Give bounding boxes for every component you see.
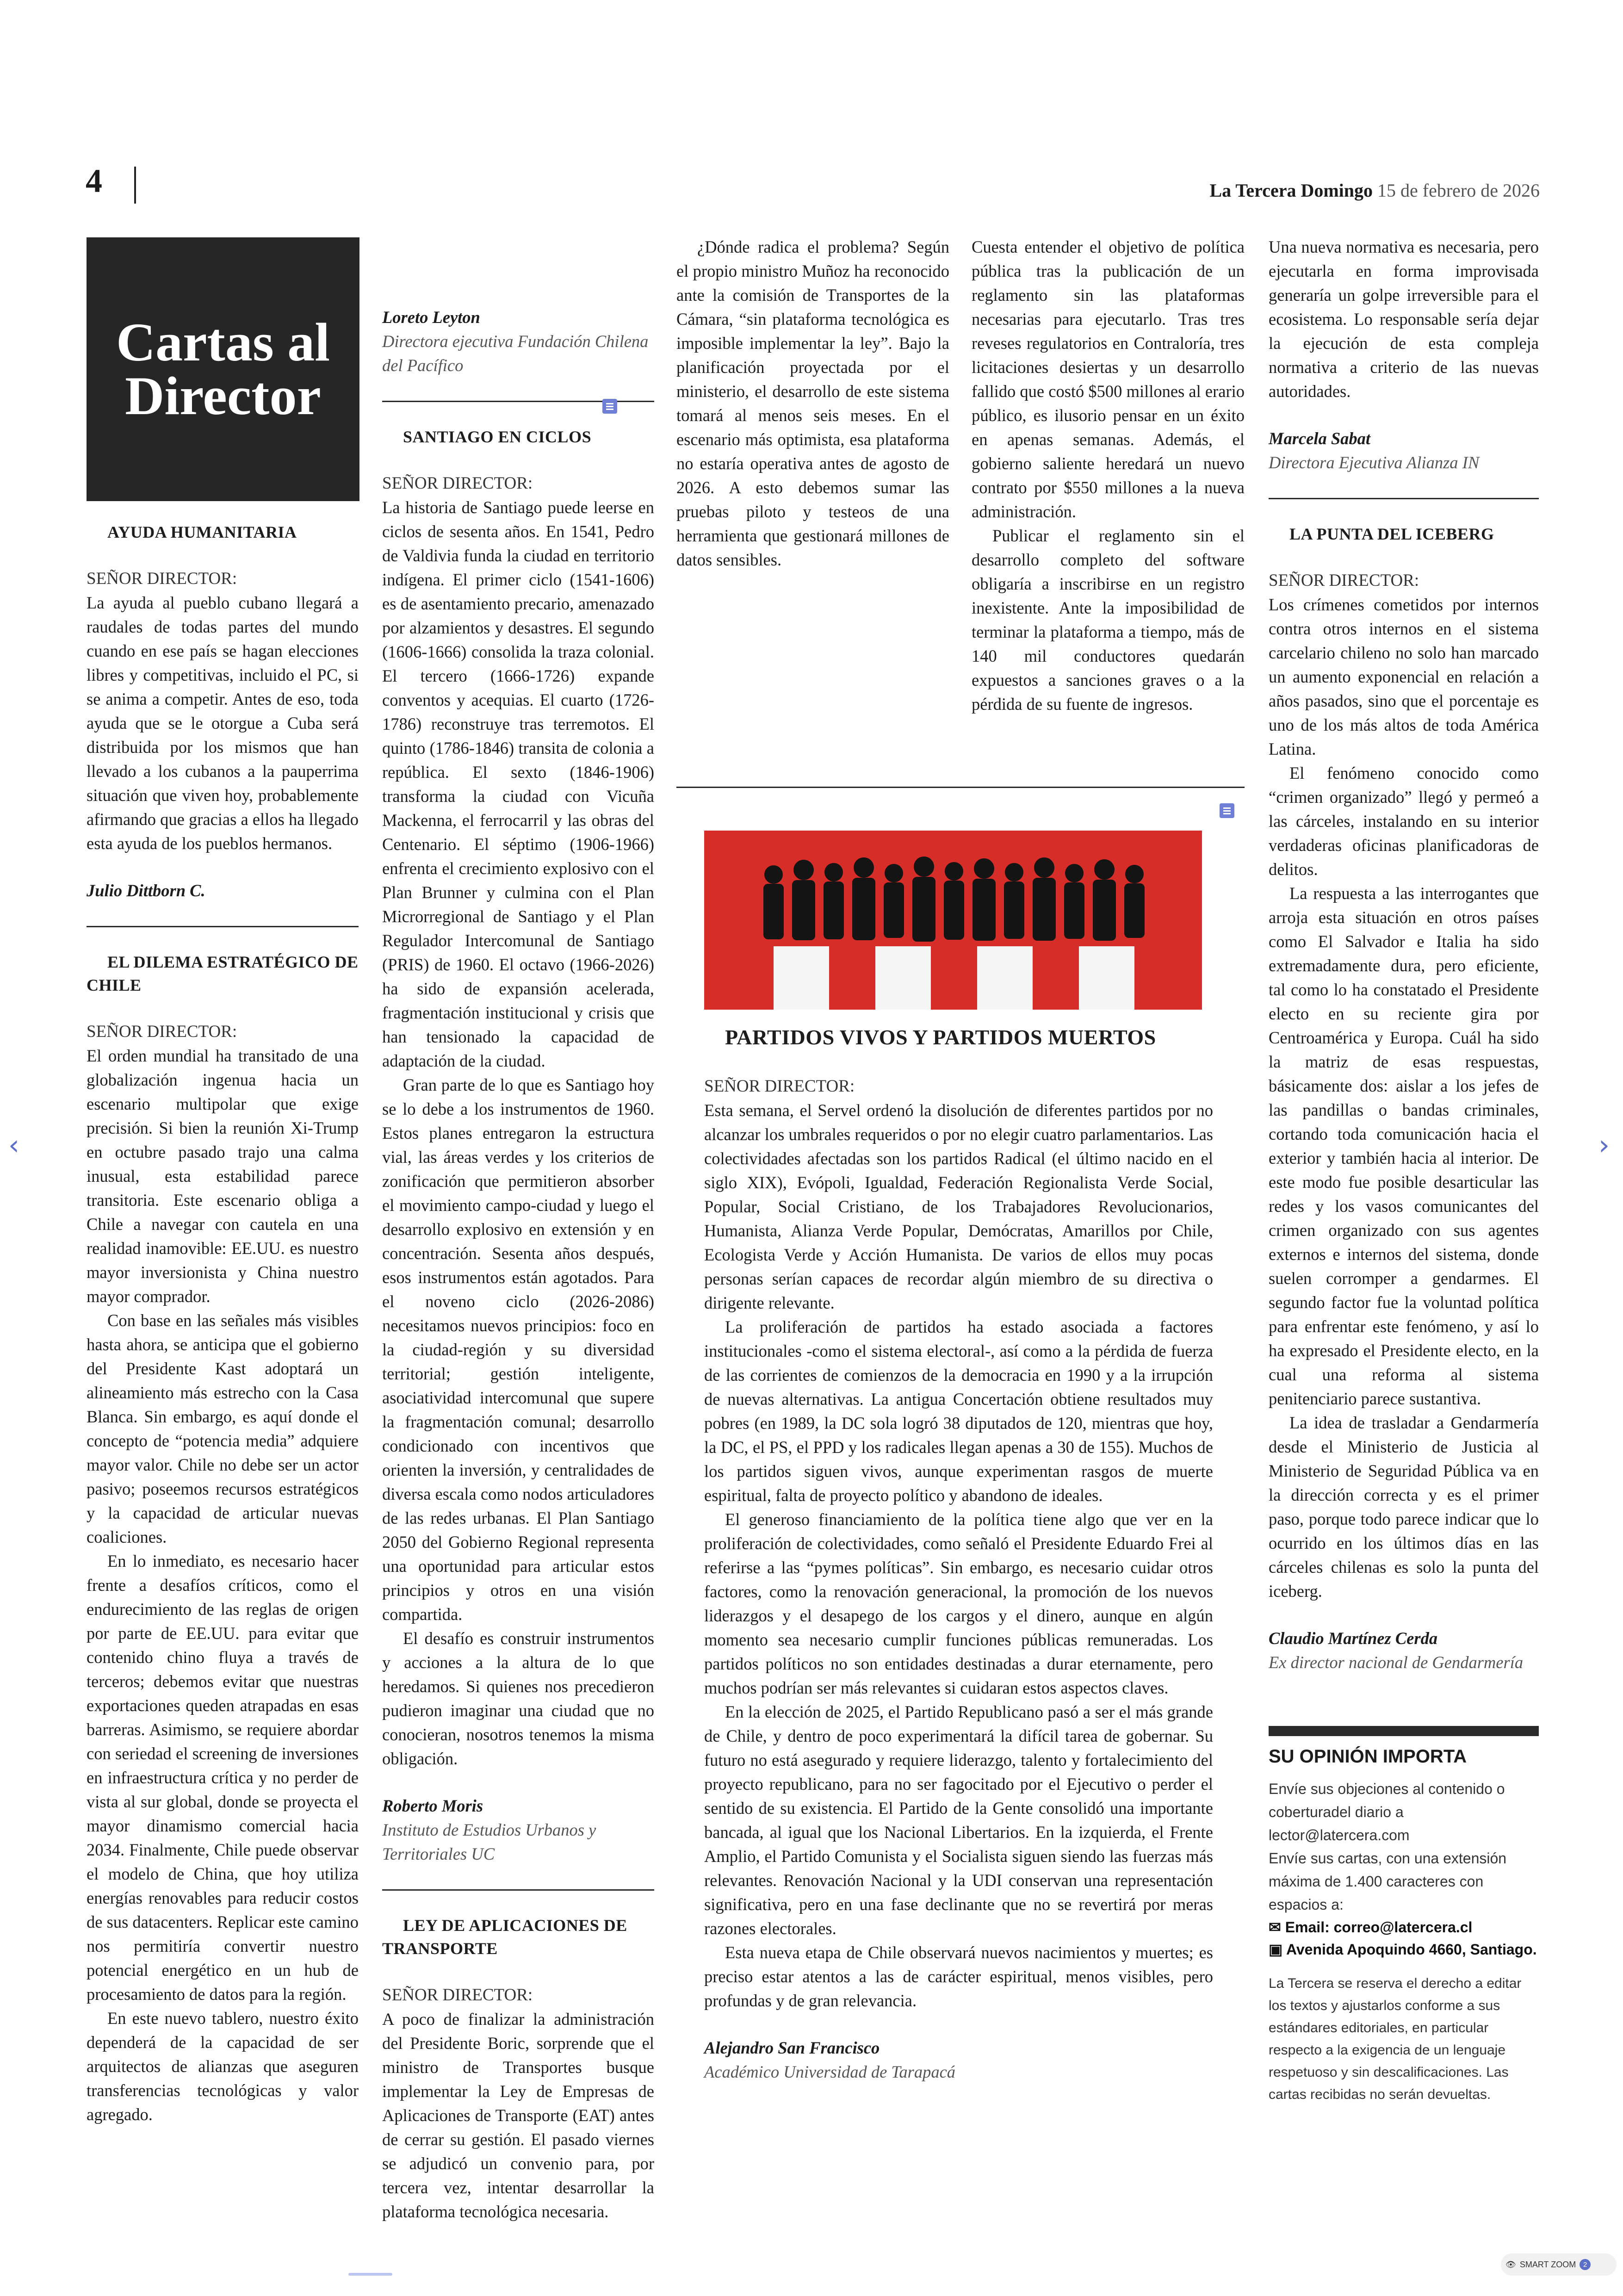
header-divider	[134, 167, 136, 204]
letter-paragraph: Esta semana, el Servel ordenó la disolución de diferentes partidos por no alcanzar los umbrales requeridos o por no elegir cuatro parlamentarios. Las colectividades afectadas son los partidos Radical (el último nacido en el siglo XIX), Evópoli, Igualdad, Federación Regionalista Verde Social, Popular, Social Cristiano, de los Trabajadores Revolucionarios, Humanista, Alianza Verde Popular, Demócratas, Amarillos por Chile, Ecologista Verde y Acción Humanista. De varios de ellos muy pocas personas serían capaces de recordar algún miembro de su directiva o dirigente relevante.	[704, 1101, 1213, 1312]
letter-paragraph: La ayuda al pueblo cubano llegará a raudales de todas partes del mundo cuando en ese país se hagan elecciones libres y competitivas, incluido el PC, si se anima a competir. Antes de eso, toda ayuda que se le otorgue a Cuba será distribuida por los mismos que han llevado a los cubanos a la pauperrima situación que viven hoy, probablemente afirmando que gracias a ellos ha llegado esta ayuda de los pueblos hermanos.	[87, 593, 359, 853]
opinion-box-title: SU OPINIÓN IMPORTA	[1269, 1746, 1467, 1767]
publication-name: La Tercera Domingo	[1209, 180, 1373, 201]
mail-icon: ✉	[1269, 1919, 1281, 1936]
opinion-disclaimer: La Tercera se reserva el derecho a editar los textos y ajustarlos conforme a sus estándares editoriales, en particular respecto a la exigencia de un lenguaje respetuoso y sin descalificaciones. Las cartas recibidas no serán devueltas.	[1269, 1976, 1522, 2102]
letter-signature: Julio Dittborn C.	[87, 881, 205, 900]
letter-role: Directora Ejecutiva Alianza IN	[1269, 453, 1480, 472]
illustration-crowd	[704, 831, 1202, 1010]
letter-paragraph: Una nueva normativa es necesaria, pero ejecutarla en forma improvisada generaría un golpe irreversible para el ecosistema. Lo responsable sería dejar la ejecución de esta compleja normativa a criterio de las nuevas autoridades.	[1269, 237, 1539, 401]
letter-paragraph: La historia de Santiago puede leerse en ciclos de sesenta años. En 1541, Pedro de Valdivia funda la ciudad en territorio indígena. El primer ciclo (1541-1606) es de asentamiento precario, amenazado por alzamientos y desastres. El segundo (1606-1666) consolida la traza colonial. El tercero (1666-1726) expande conventos y acequias. El cuarto (1726-1786) reconstruye tras terremotos. El quinto (1786-1846) transita de colonia a república. El sexto (1846-1906) transforma la ciudad con Vicuña Mackenna, el ferrocarril y las obras del Centenario. El séptimo (1906-1966) enfrenta el crecimiento explosivo con el Plan Brunner y culmina con el Plan Microrregional de Santiago y el Plan Regulador Intercomunal de Santiago (PRIS) de 1960. El octavo (1966-2026) ha sido de expansión acelerada, fragmentación institucional y crisis que han tensionado la capacidad de adaptación de la ciudad.	[382, 498, 654, 1070]
letter-paragraph: Los crímenes cometidos por internos contra otros internos en el sistema carcelario chileno no solo han marcado un aumento exponencial en relación a años pasados, sino que el porcentaje es uno de los más altos de toda América Latina.	[1269, 595, 1539, 758]
letter-heading: LEY DE APLICACIONES DE TRANSPORTE	[382, 1916, 627, 1958]
letter-paragraph: El fenómeno conocido como “crimen organizado” llegó y permeó a las cárceles, instalando en su interior verdaderas oficinas planificadoras de delitos.	[1269, 763, 1539, 879]
opinion-box-bar	[1269, 1726, 1539, 1736]
smart-zoom-count: 2	[1580, 2259, 1591, 2270]
letter-salutation: SEÑOR DIRECTOR:	[87, 569, 237, 588]
chevron-left-icon[interactable]: ‹	[8, 1129, 19, 1161]
opinion-address-row	[1269, 1938, 1539, 1961]
letter-paragraph: Con base en las señales más visibles hasta ahora, se anticipa que el gobierno del Presidente Kast adoptará un alineamiento más estrecho con la Casa Blanca. Sin embargo, es aquí donde el concepto de “potencia media” adquiere mayor valor. Chile no debe ser un actor pasivo; poseemos recursos estratégicos y la capacidad de articular nuevas coaliciones.	[87, 1311, 359, 1546]
letter-paragraph: En este nuevo tablero, nuestro éxito dependerá de la capacidad de ser arquitectos de alianzas que aseguren transferencias tecnológicas y valor agregado.	[87, 2009, 359, 2124]
letter-paragraph: La idea de trasladar a Gendarmería desde el Ministerio de Justicia al Ministerio de Seguridad Pública va en la dirección correcta y es el primer paso, porque todo parece indicar que lo ocurrido en los últimos días en las cárceles chilenas es solo la punta del iceberg.	[1269, 1413, 1539, 1601]
letter-signature: Alejandro San Francisco	[704, 2038, 880, 2057]
masthead	[1209, 180, 1540, 201]
letter-salutation: SEÑOR DIRECTOR:	[87, 1022, 237, 1041]
letter-salutation: SEÑOR DIRECTOR:	[382, 1986, 533, 2004]
letter-paragraph: El orden mundial ha transitado de una globalización ingenua hacia un escenario multipolar que exige precisión. Si bien la reunión Xi-Trump en octubre pasado trajo una calma inusual, esta estabilidad parece transitoria. Este escenario obliga a Chile a navegar con cautela en una realidad inamovible: EE.UU. es nuestro mayor inversionista y China nuestro mayor comprador.	[87, 1046, 359, 1306]
publication-date: 15 de febrero de 2026	[1377, 180, 1540, 201]
column-4	[972, 235, 1245, 716]
smart-zoom-button[interactable]	[1501, 2253, 1617, 2276]
letter-paragraph: Publicar el reglamento sin el desarrollo completo del software obligaría a inscribirse en un registro inexistente. Ante la imposibilidad de terminar la plataforma a tiempo, más de 140 mil conductores quedarán expuestos a sanciones graves o a la pérdida de su fuente de ingresos.	[972, 526, 1245, 714]
letter-role: Académico Universidad de Tarapacá	[704, 2062, 956, 2081]
letter-role: Instituto de Estudios Urbanos y Territoriales UC	[382, 1820, 596, 1863]
letter-paragraph: El generoso financiamiento de la política tiene algo que ver en la proliferación de colectividades, como señaló el Presidente Eduardo Frei al referirse a las “pymes políticas”. Sin embargo, es necesario cuidar otros factores, como la renovación generacional, la promoción de los nuevos liderazgos y el desapego de los cargos y el dinero, aunque en algún momento sea necesario cumplir funciones públicas remuneradas. Los partidos políticos no son entidades destinadas a durar eternamente, pero muchos podrían ser más relevantes si cuidaran estos aspectos claves.	[704, 1510, 1213, 1697]
letter-paragraph: Esta nueva etapa de Chile observará nuevos nacimientos y muertes; es preciso estar atentos a las de carácter espiritual, menos visibles, pero profundas y de gran relevancia.	[704, 1943, 1213, 2010]
letter-signature: Roberto Moris	[382, 1796, 483, 1815]
opinion-line-objections: Envíe sus objeciones al contenido o coberturadel diario a lector@latercera.com	[1269, 1781, 1505, 1843]
section-title-box	[87, 237, 359, 501]
letter-heading: EL DILEMA ESTRATÉGICO DE CHILE	[87, 953, 359, 994]
letter-heading: SANTIAGO EN CICLOS	[403, 428, 592, 446]
letter-signature: Claudio Martínez Cerda	[1269, 1629, 1438, 1648]
opinion-email-row[interactable]	[1269, 1916, 1539, 1938]
document-badge-icon[interactable]	[602, 399, 617, 414]
letter-heading: AYUDA HUMANITARIA	[107, 523, 297, 541]
chevron-right-icon[interactable]: ›	[1598, 1129, 1610, 1161]
page-number: 4	[86, 162, 102, 199]
letter-salutation: SEÑOR DIRECTOR:	[1269, 571, 1419, 590]
letter-paragraph: A poco de finalizar la administración del Presidente Boric, sorprende que el ministro de Transportes busque implementar la Ley de Empresas de Aplicaciones de Transporte (EAT) antes de cerrar su gestión. El pasado viernes se adjudicó un convenio para, por tercera vez, intentar desarrollar la plataforma tecnológica necesaria.	[382, 2010, 654, 2221]
column-3	[676, 235, 949, 572]
opinion-email[interactable]: Email: correo@latercera.cl	[1285, 1919, 1473, 1936]
letter-paragraph: En lo inmediato, es necesario hacer frente a desafíos críticos, como el endurecimiento de las reglas de origen por parte de EE.UU. para evitar que contenido chino fluya a través de terceros; debemos evitar que nuestras exportaciones queden atrapadas en esas barreras. Asimismo, se requiere abordar con seriedad el screening de inversiones en infraestructura crítica y no perder de vista al sur global, donde se proyecta el mayor dinamismo comercial hacia 2034. Finalmente, Chile puede observar el modelo de China, que hoy utiliza energías renovables para reducir costos de sus datacenters. Replicar este camino nos permitiría convertir nuestro potencial energético en un hub de procesamiento de datos para la región.	[87, 1551, 359, 2004]
letter-paragraph: ¿Dónde radica el problema? Según el propio ministro Muñoz ha reconocido ante la comisión de Transportes de la Cámara, “sin plataforma tecnológica es imposible implementar la ley”. Bajo la planificación proyectada por el ministerio, el desarrollo de este sistema tomará al menos seis meses. En el escenario más optimista, esa plataforma no estaría operativa antes de agosto de 2026. A esto debemos sumar las pruebas piloto y testeos de una herramienta que gestionará millones de datos sensibles.	[676, 237, 949, 569]
letter-paragraph: La proliferación de partidos ha estado asociada a factores institucionales -como el sistema electoral-, así como a la pérdida de fuerza de las corrientes de comienzos de la democracia en 1990 y a la irrupción de nuevas alternativas. La antigua Concertación obtiene resultados muy pobres (en 1989, la DC sola logró 38 diputados de 120, mientras que hoy, la DC, el PS, el PPD y los radicales llegan apenas a 30 de 155). Muchos de los partidos siguen vivos, aunque experimentan rasgos de muerte espiritual, falta de proyecto político y abandono de ideales.	[704, 1317, 1213, 1505]
column-1	[87, 521, 359, 2127]
eye-icon: 👁	[1505, 2259, 1516, 2269]
letter-paragraph: En la elección de 2025, el Partido Republicano pasó a ser el más grande de Chile, y dentro de poco experimentará la difícil tarea de gobernar. Su futuro no está asegurado y requiere liderazgo, talento y fortalecimiento del proyecto republicano, para no ser fagocitado por el Ejecutivo o perder el sentido de su existencia. El Partido de la Gente consolidó una importante bancada, al igual que los Nacional Libertarios. En la izquierda, el Frente Amplio, el Partido Comunista y el Socialista siguen siendo las fuerzas más relevantes. Renovación Nacional y la UDI conservan una representación significativa, pero en una fase declinante que no se revertirá por meras razones electorales.	[704, 1702, 1213, 1938]
partidos-letter	[704, 1024, 1213, 2084]
letter-salutation: SEÑOR DIRECTOR:	[704, 1077, 855, 1096]
crowd-figures	[704, 831, 1202, 1010]
letter-heading: LA PUNTA DEL ICEBERG	[1289, 525, 1494, 543]
column-5	[1269, 235, 1539, 1675]
document-badge-icon[interactable]	[1220, 803, 1234, 818]
letter-signature: Marcela Sabat	[1269, 429, 1371, 448]
opinion-address: Avenida Apoquindo 4660, Santiago.	[1286, 1941, 1537, 1958]
letter-paragraph: La respuesta a las interrogantes que arroja esta situación en otros países como El Salvador e Italia ha sido extremadamente dura, pero eficiente, tal como lo ha constatado el Presidente electo en su reciente gira por Centroamérica y Europa. Cuál ha sido la matriz de esas respuestas, básicamente dos: aislar a los jefes de las pandillas o bandas criminales, cortando toda comunicación hacia el exterior y también hacia al interior. De este modo fue posible desarticular las redes y los vasos comunicantes del crimen organizado con sus agentes externos e internos del sistema, donde suelen corromper a gendarmes. El segundo factor fue la voluntad política para enfrentar este fenómeno, y así lo ha expresado el Presidente electo, en la cual una reforma al sistema penitenciario parece sustantiva.	[1269, 884, 1539, 1408]
letter-paragraph: Gran parte de lo que es Santiago hoy se lo debe a los instrumentos de 1960. Estos planes entregaron la estructura vial, las áreas verdes y los criterios de zonificación que permitieron absorber el movimiento campo-ciudad y luego el desarrollo explosivo en extensión y en concentración. Sesenta años después, esos instrumentos están agotados. Para el noveno ciclo (2026-2086) necesitamos nuevos principios: foco en la ciudad-región y su diversidad territorial; gestión inteligente, asociatividad intercomunal que supere la fragmentación comunal; desarrollo condicionado con incentivos que orienten la inversión, y centralidades de diversa escala como nodos articuladores de las redes urbanas. El Plan Santiago 2050 del Gobierno Regional representa una oportunidad para articular estos principios y otros en una visión compartida.	[382, 1075, 654, 1624]
letter-signature: Loreto Leyton	[382, 308, 480, 327]
letter-paragraph: Cuesta entender el objetivo de política pública tras la publicación de un reglamento sin las plataformas necesarias para ejecutarlo. Tras tres reveses regulatorios en Contraloría, tres licitaciones desiertas y un desarrollo fallido que costó $500 millones al erario público, es ilusorio pensar en un éxito en apenas semanas. Además, el gobierno saliente heredará un nuevo contrato por $550 millones a la nueva administración.	[972, 237, 1245, 521]
column-2	[382, 305, 654, 2224]
letter-heading: PARTIDOS VIVOS Y PARTIDOS MUERTOS	[725, 1025, 1156, 1049]
opinion-line-letters: Envíe sus cartas, con una extensión máxima de 1.400 caracteres con espacios a:	[1269, 1850, 1507, 1913]
section-title-line1: Cartas al	[116, 312, 330, 372]
opinion-box	[1269, 1726, 1539, 2106]
letter-salutation: SEÑOR DIRECTOR:	[382, 474, 533, 493]
letter-paragraph: El desafío es construir instrumentos y acciones a la altura de lo que heredamos. Si quienes nos precedieron pudieron imaginar una ciudad que no conocieran, nosotros tenemos la misma obligación.	[382, 1629, 654, 1768]
location-icon: ▣	[1269, 1941, 1283, 1958]
divider	[676, 787, 1245, 788]
section-title-line2: Director	[125, 366, 321, 426]
smart-zoom-label: SMART ZOOM	[1519, 2259, 1576, 2269]
section-title	[116, 312, 330, 426]
page-scrollbar[interactable]	[348, 2273, 392, 2276]
letter-role: Ex director nacional de Gendarmería	[1269, 1653, 1524, 1672]
letter-role: Directora ejecutiva Fundación Chilena del Pacífico	[382, 332, 649, 375]
